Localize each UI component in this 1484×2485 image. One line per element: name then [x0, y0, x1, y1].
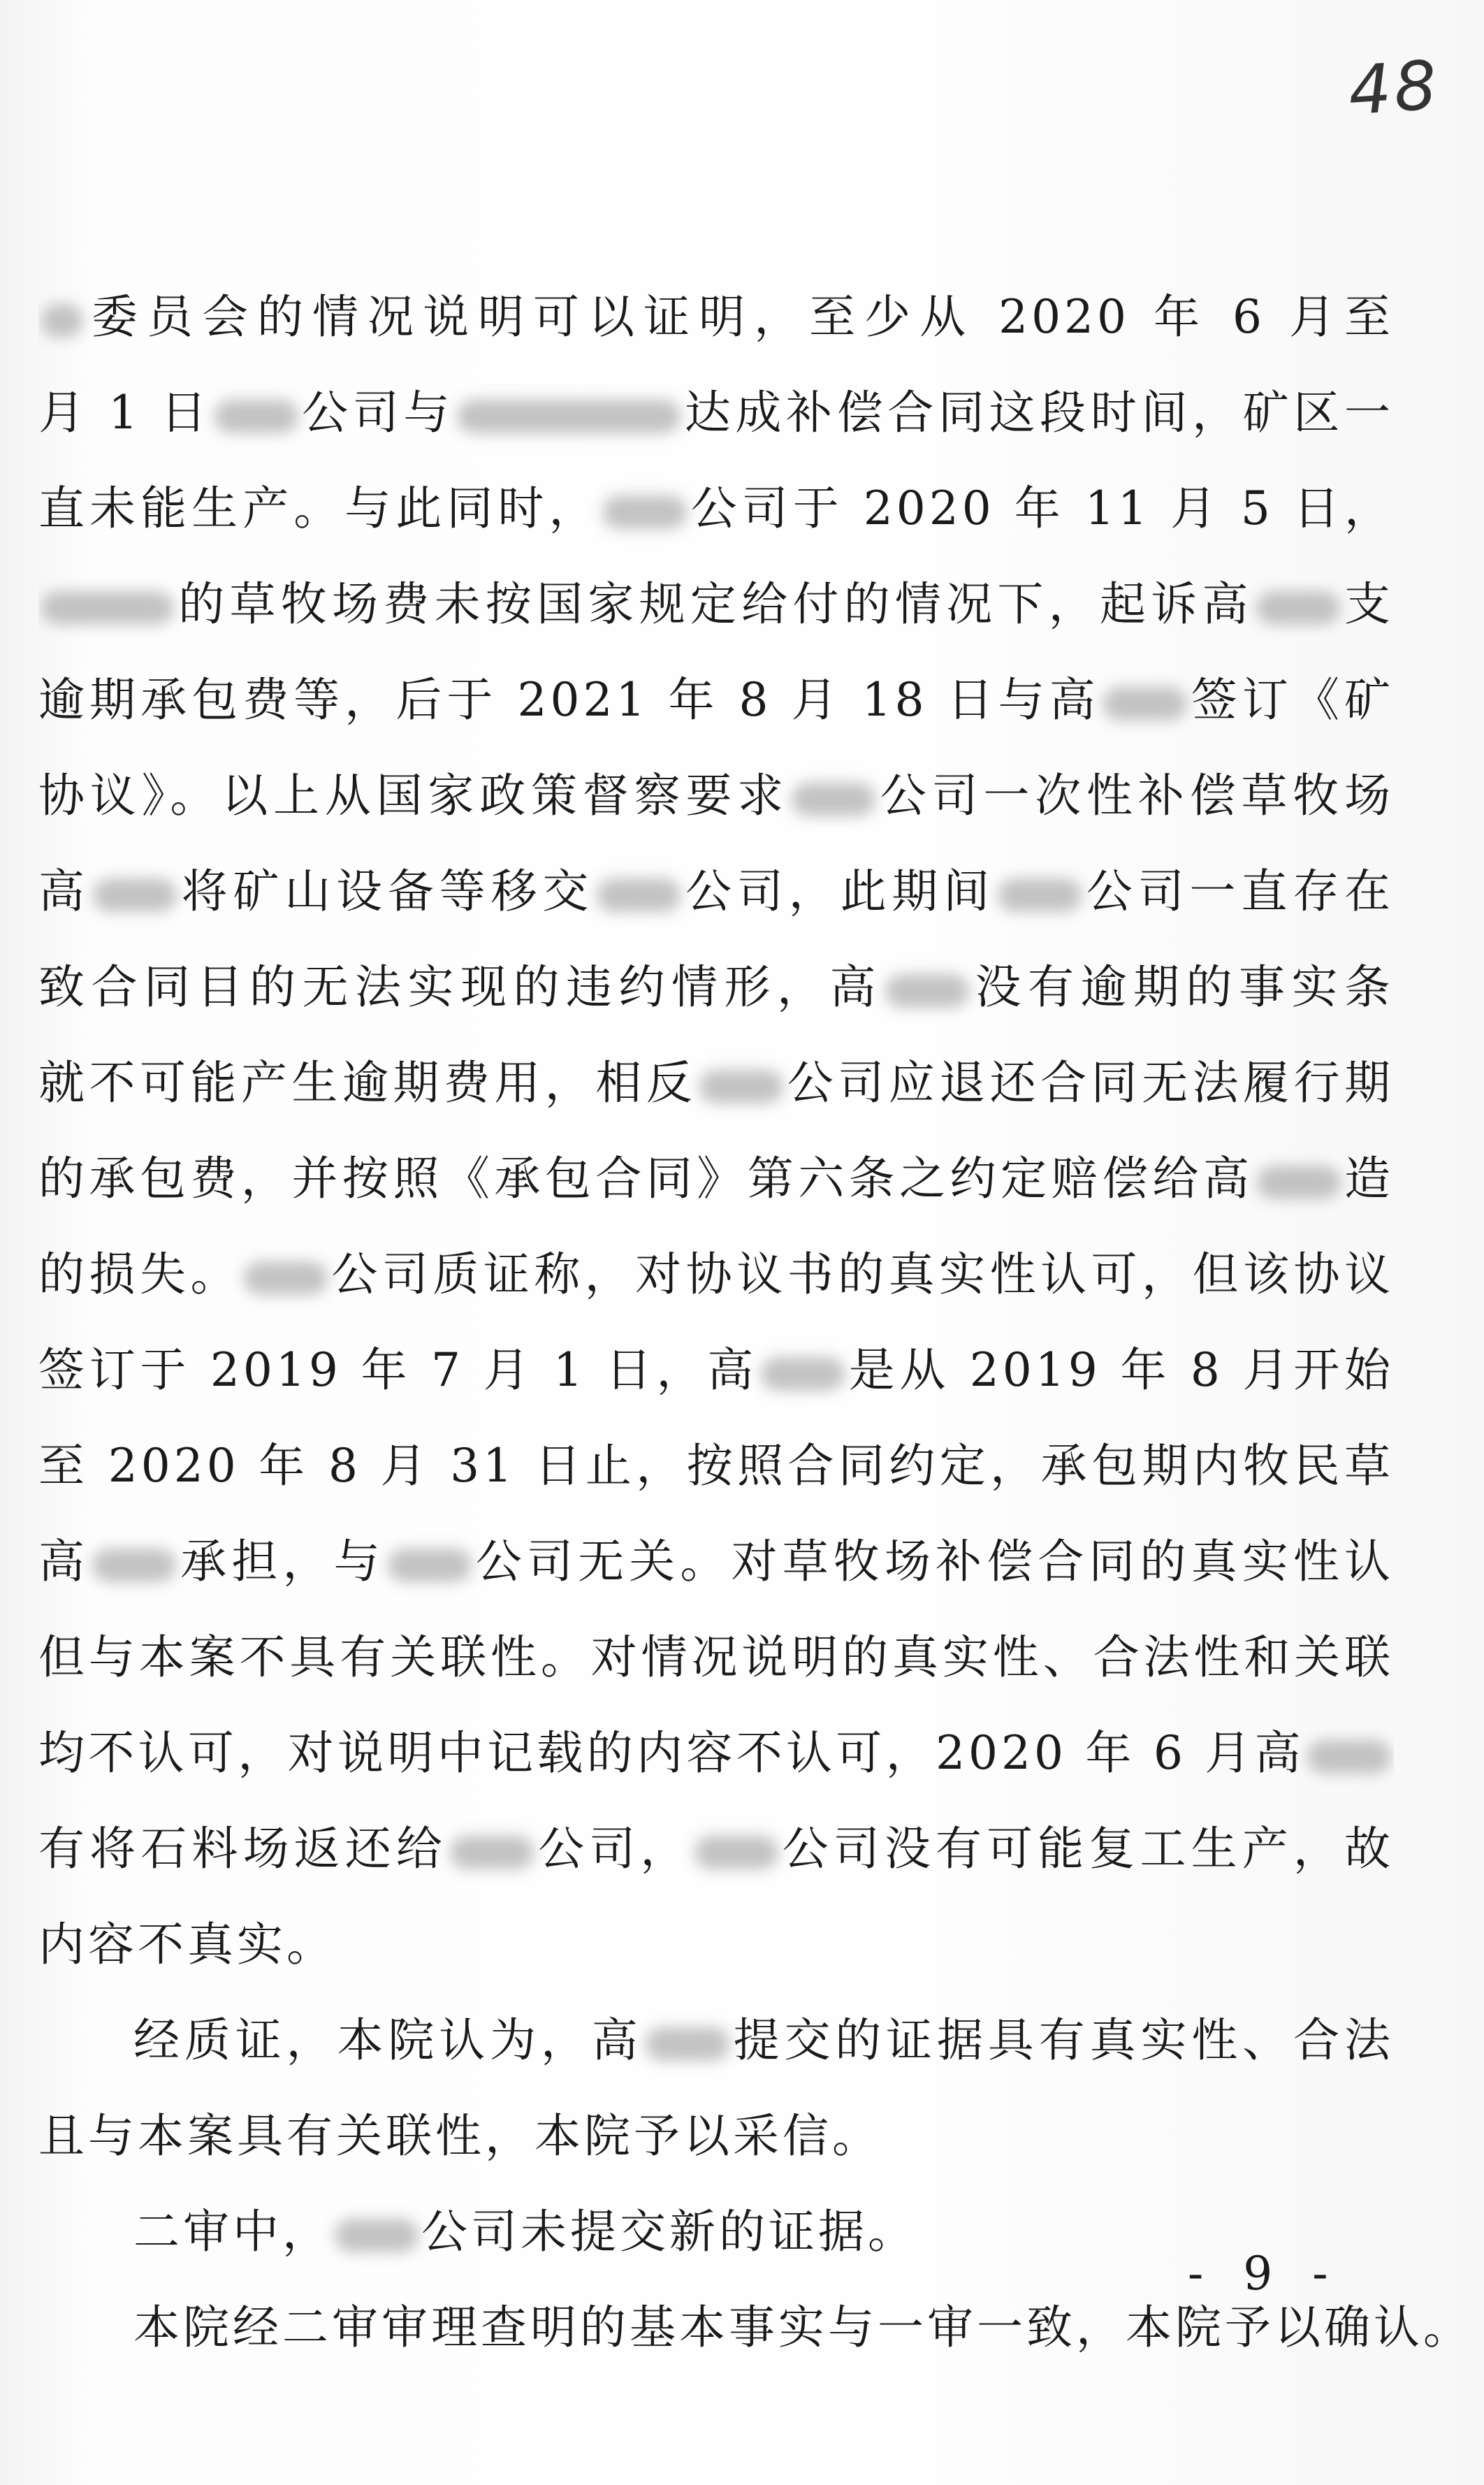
text-line: 月 1 日 公司与 达成补偿合同这段时间，矿区一 [38, 386, 1394, 440]
redacted-text [885, 974, 969, 1008]
text-line: 本院经二审审理查明的基本事实与一审一致，本院予以确认。 [133, 2301, 1473, 2354]
redacted-text [335, 2219, 419, 2252]
text-line: 的草牧场费未按国家规定给付的情况下，起诉高 支 [38, 556, 1394, 652]
redacted-text [41, 304, 83, 338]
text-line: 经质证，本院认为，高 提交的证据具有真实性、合法 [133, 2013, 1394, 2067]
text-line: 但与本案不具有关联性。对情况说明的真实性、合法性和关联 [38, 1630, 1394, 1684]
redacted-text [761, 1357, 845, 1391]
text-line: 逾期承包费等，后于 2021 年 8 月 18 日与高 签订《矿 [38, 673, 1394, 727]
text-line: 高 将矿山设备等移交 公司，此期间 公司一直存在 [38, 864, 1394, 918]
text-line: 至 2020 年 8 月 31 日止，按照合同约定，承包期内牧民草 [38, 1439, 1394, 1493]
redacted-text [93, 878, 177, 912]
redacted-text [646, 2027, 729, 2061]
text-line: 致合同目的无法实现的违约情形，高 没有逾期的事实条 [38, 960, 1394, 1014]
redacted-text [597, 878, 681, 912]
text-line: 均不认可，对说明中记载的内容不认可，2020 年 6 月高 [38, 1705, 1394, 1801]
redacted-text [1257, 1166, 1341, 1199]
redacted-text [41, 591, 174, 625]
redacted-text [1103, 687, 1187, 720]
redacted-text [244, 1261, 328, 1295]
handwritten-page-number: 48 [1346, 45, 1442, 131]
text-line: 委员会的情况说明可以证明，至少从 2020 年 6 月至 [38, 269, 1394, 365]
text-line: 高 承担，与 公司无关。对草牧场补偿合同的真实性认 [38, 1535, 1394, 1588]
text-line: 就不可能产生逾期费用，相反 公司应退还合同无法履行期 [38, 1056, 1394, 1110]
redacted-text [1307, 1740, 1391, 1774]
text-line: 内容不真实。 [38, 1918, 336, 1971]
judgment-body [38, 269, 1473, 2375]
text-line: 有将石料场返还给 公司， 公司没有可能复工生产，故 [38, 1822, 1394, 1876]
redacted-text [388, 1549, 472, 1582]
page-number: - 9 - [1188, 2247, 1341, 2301]
redacted-text [699, 1070, 783, 1103]
text-line: 的损失。 公司质证称，对协议书的真实性认可，但该协议 [38, 1247, 1394, 1301]
redacted-text [792, 783, 875, 816]
redacted-text [214, 400, 298, 433]
text-line: 直未能生产。与此同时， 公司于 2020 年 11 月 5 日， [38, 461, 1394, 556]
redacted-text [603, 495, 687, 529]
redacted-text [998, 878, 1082, 912]
text-line: 二审中， 公司未提交新的证据。 [133, 2205, 917, 2259]
text-line: 的承包费，并按照《承包合同》第六条之约定赔偿给高 造 [38, 1152, 1394, 1205]
text-line: 且与本案具有关联性，本院予以采信。 [38, 2109, 882, 2163]
redacted-text [1256, 591, 1340, 625]
redacted-text [457, 400, 681, 433]
redacted-text [694, 1836, 778, 1869]
text-line: 签订于 2019 年 7 月 1 日，高 是从 2019 年 8 月开始 [38, 1343, 1394, 1397]
text-line: 协议》。以上从国家政策督察要求 公司一次性补偿草牧场 [38, 769, 1394, 823]
redacted-text [92, 1549, 176, 1582]
redacted-text [450, 1836, 534, 1869]
